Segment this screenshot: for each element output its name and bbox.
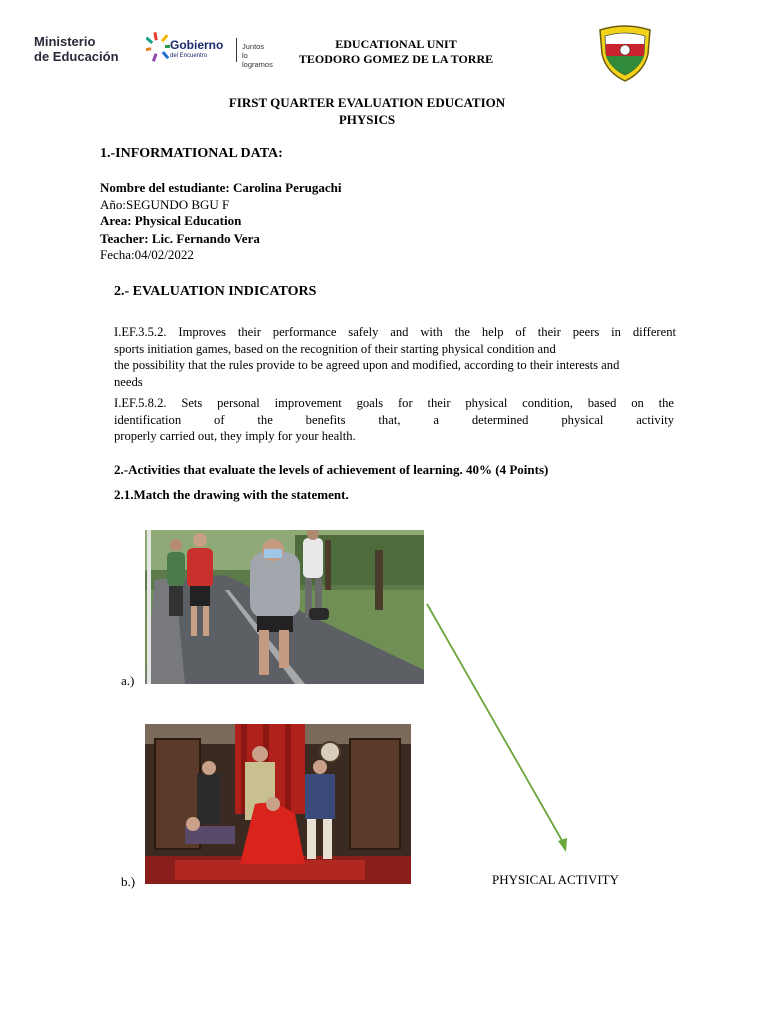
match-arrow [420,598,580,860]
juntos-line1: Juntos [242,42,265,51]
indicator-2 [114,395,674,445]
gobierno-juntos [242,42,276,69]
indicator-1 [114,324,676,390]
label-a: a.) [121,673,135,688]
school-name [296,37,496,67]
indicator-1-line3: the possibility that the rules provide to be agreed upon and modified, according to their interests and [114,358,620,372]
indicator-1-line1: I.EF.3.5.2. Improves their performance safely and with the help of their peers in different [114,325,676,339]
gobierno-star-icon [146,32,170,62]
indicator-2-line3: properly carried out, they imply for your health. [114,429,356,443]
subject-title: PHYSICS [338,112,396,127]
informational-heading: 1.-INFORMATIONAL DATA: [100,146,283,161]
match-instruction: 2.1.Match the drawing with the statement. [114,487,349,502]
photo-theater-scene [145,724,411,884]
teacher-name: Teacher: Lic. Fernando Vera [100,231,260,246]
gobierno-logo [146,30,276,69]
photo-runners [145,530,424,684]
student-name: Nombre del estudiante: Carolina Perugachi [100,180,342,195]
subject-area: Area: Physical Education [100,213,242,228]
indicator-1-line2: sports initiation games, based on the recognition of their starting physical condition and [114,341,556,356]
ministerio-logo [34,34,119,64]
arrow-line [427,604,564,844]
gobierno-text [170,40,223,62]
label-b: b.) [121,874,136,889]
gobierno-name: Gobierno [170,38,224,52]
indicator-1-line4: needs [114,374,143,389]
ministerio-line1: Ministerio [34,34,96,49]
school-crest-icon [594,24,656,84]
school-line1: EDUCATIONAL UNIT [335,37,457,51]
indicator-2-line1: I.EF.5.8.2. Sets personal improvement goals for their physical condition, based on the [114,396,674,410]
gobierno-sub: del Encuentro [170,53,208,59]
juntos-line2: lo logramos [242,51,273,69]
school-line2: TEODORO GOMEZ DE LA TORRE [298,52,494,66]
activities-heading: 2.-Activities that evaluate the levels of achievement of learning. 40% (4 Points) [114,462,549,477]
indicator-2-line2: identification of the benefits that, a determined physical activity [114,412,674,427]
student-year: Año:SEGUNDO BGU F [100,197,230,212]
gobierno-divider [236,38,237,62]
arrow-head [558,838,567,852]
indicators-heading: 2.- EVALUATION INDICATORS [114,284,317,299]
ministerio-line2: de Educación [34,49,119,64]
answer-physical-activity: PHYSICAL ACTIVITY [492,872,619,887]
evaluation-title: FIRST QUARTER EVALUATION EDUCATION [228,95,506,110]
evaluation-date: Fecha:04/02/2022 [100,247,194,262]
